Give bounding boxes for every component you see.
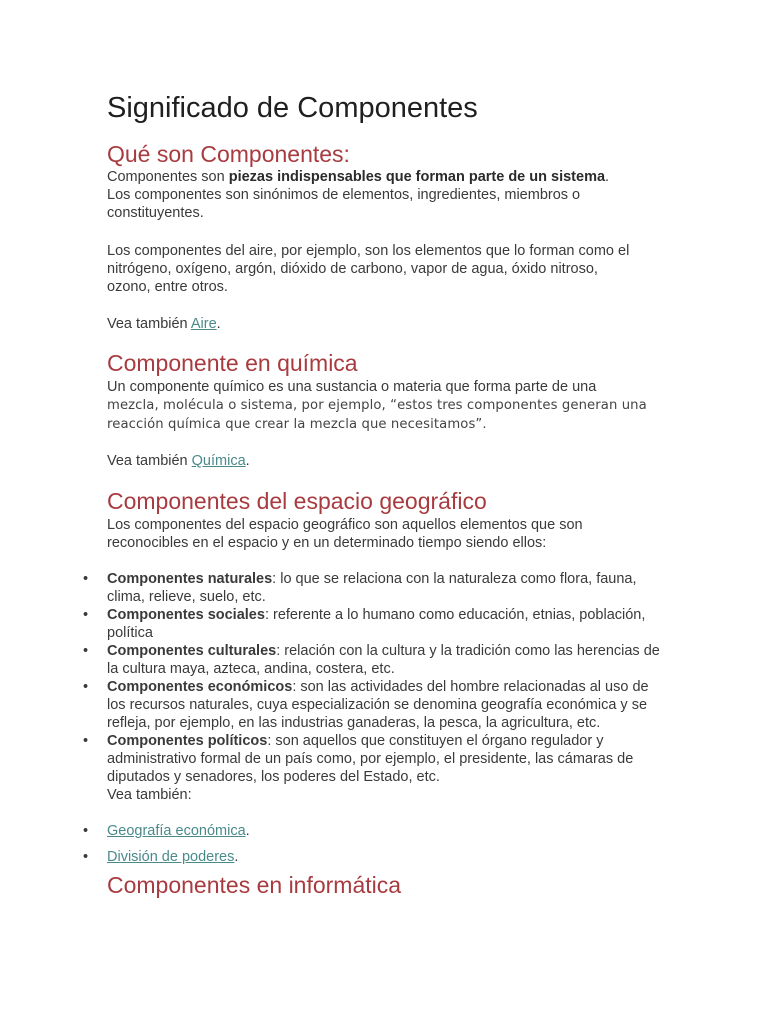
bold-text: Componentes naturales — [107, 571, 273, 587]
text: . — [216, 316, 221, 332]
bullet-icon: • — [83, 607, 89, 623]
text: : referente a lo humano como educación, etnias, población, política — [107, 607, 646, 641]
bold-text: Componentes políticos — [107, 733, 268, 749]
see-also-quimica — [107, 452, 667, 470]
bullet-icon: • — [83, 849, 89, 865]
section-heading-informatica: Componentes en informática — [107, 872, 402, 898]
text: reconocibles en el espacio y en un determinado tiempo siendo ellos: — [107, 535, 547, 551]
link-division-de-poderes[interactable]: División de poderes — [107, 849, 235, 865]
bullet-icon: • — [83, 571, 89, 587]
text: . — [234, 849, 239, 865]
link-quimica[interactable]: Química — [191, 453, 246, 469]
text: : son las actividades del hombre relacionadas al uso de los recursos naturales, cuya especialización se denomina geografía económica y se refleja, por ejemplo, en las industrias ganaderas, la pesca, la agricultura, etc. — [107, 679, 649, 731]
section-heading-quimica: Componente en química — [107, 350, 358, 376]
link-geografia-economica[interactable]: Geografía económica — [107, 823, 246, 839]
text: mezcla, molécula o sistema, por ejemplo, “estos tres componentes generan una — [107, 398, 647, 413]
list-item — [83, 606, 667, 642]
text: reacción química que crear la mezcla que necesitamos”. — [107, 417, 487, 432]
link-aire[interactable]: Aire — [190, 316, 217, 332]
text: nitrógeno, oxígeno, argón, dióxido de carbono, vapor de agua, óxido nitroso, — [107, 261, 598, 277]
text: . — [245, 453, 250, 469]
text: Los componentes del aire, por ejemplo, son los elementos que lo forman como el — [107, 243, 630, 259]
text: Vea también — [107, 453, 192, 469]
text: : son aquellos que constituyen el órgano regulador y administrativo formal de un país como, por ejemplo, el presidente, las cámaras de diputados y senadores, los poderes del Estado, etc. — [107, 733, 634, 785]
text: Los componentes son sinónimos de elementos, ingredientes, miembros o — [107, 187, 581, 203]
bullet-icon: • — [83, 733, 89, 749]
see-also-list — [83, 822, 667, 866]
bullet-icon: • — [83, 643, 89, 659]
paragraph-espacio-intro — [107, 516, 667, 552]
text: Vea también — [107, 316, 191, 332]
text: . — [245, 823, 250, 839]
list-item — [83, 570, 667, 606]
list-item — [83, 822, 667, 840]
list-item — [83, 848, 667, 866]
page-title: Significado de Componentes — [107, 92, 478, 124]
text: constituyentes. — [107, 205, 204, 221]
text: : lo que se relaciona con la naturaleza como flora, fauna, clima, relieve, suelo, etc. — [107, 571, 637, 605]
paragraph-definition — [107, 168, 667, 222]
bold-text: Componentes sociales — [107, 607, 265, 623]
list-item — [83, 678, 667, 732]
text: ozono, entre otros. — [107, 279, 228, 295]
paragraph-aire — [107, 242, 667, 296]
bold-text: piezas indispensables que forman parte de un sistema — [228, 169, 606, 185]
components-list — [83, 570, 667, 804]
bold-text: Componentes culturales — [107, 643, 277, 659]
text: Los componentes del espacio geográfico son aquellos elementos que son — [107, 517, 583, 533]
see-also-aire — [107, 315, 667, 333]
text: Un componente químico es una sustancia o materia que forma parte de una — [107, 379, 597, 395]
section-heading-espacio-geografico: Componentes del espacio geográfico — [107, 488, 487, 514]
paragraph-quimica — [107, 378, 667, 434]
section-heading-que-son: Qué son Componentes: — [107, 141, 350, 167]
bold-text: Componentes económicos — [107, 679, 293, 695]
see-also-label: Vea también: — [107, 787, 192, 803]
list-item — [83, 642, 667, 678]
text: : relación con la cultura y la tradición como las herencias de la cultura maya, azteca, andina, costera, etc. — [107, 643, 660, 677]
text: . — [605, 169, 610, 185]
list-item — [83, 732, 667, 804]
text: Componentes son — [107, 169, 229, 185]
bullet-icon: • — [83, 679, 89, 695]
bullet-icon: • — [83, 823, 89, 839]
